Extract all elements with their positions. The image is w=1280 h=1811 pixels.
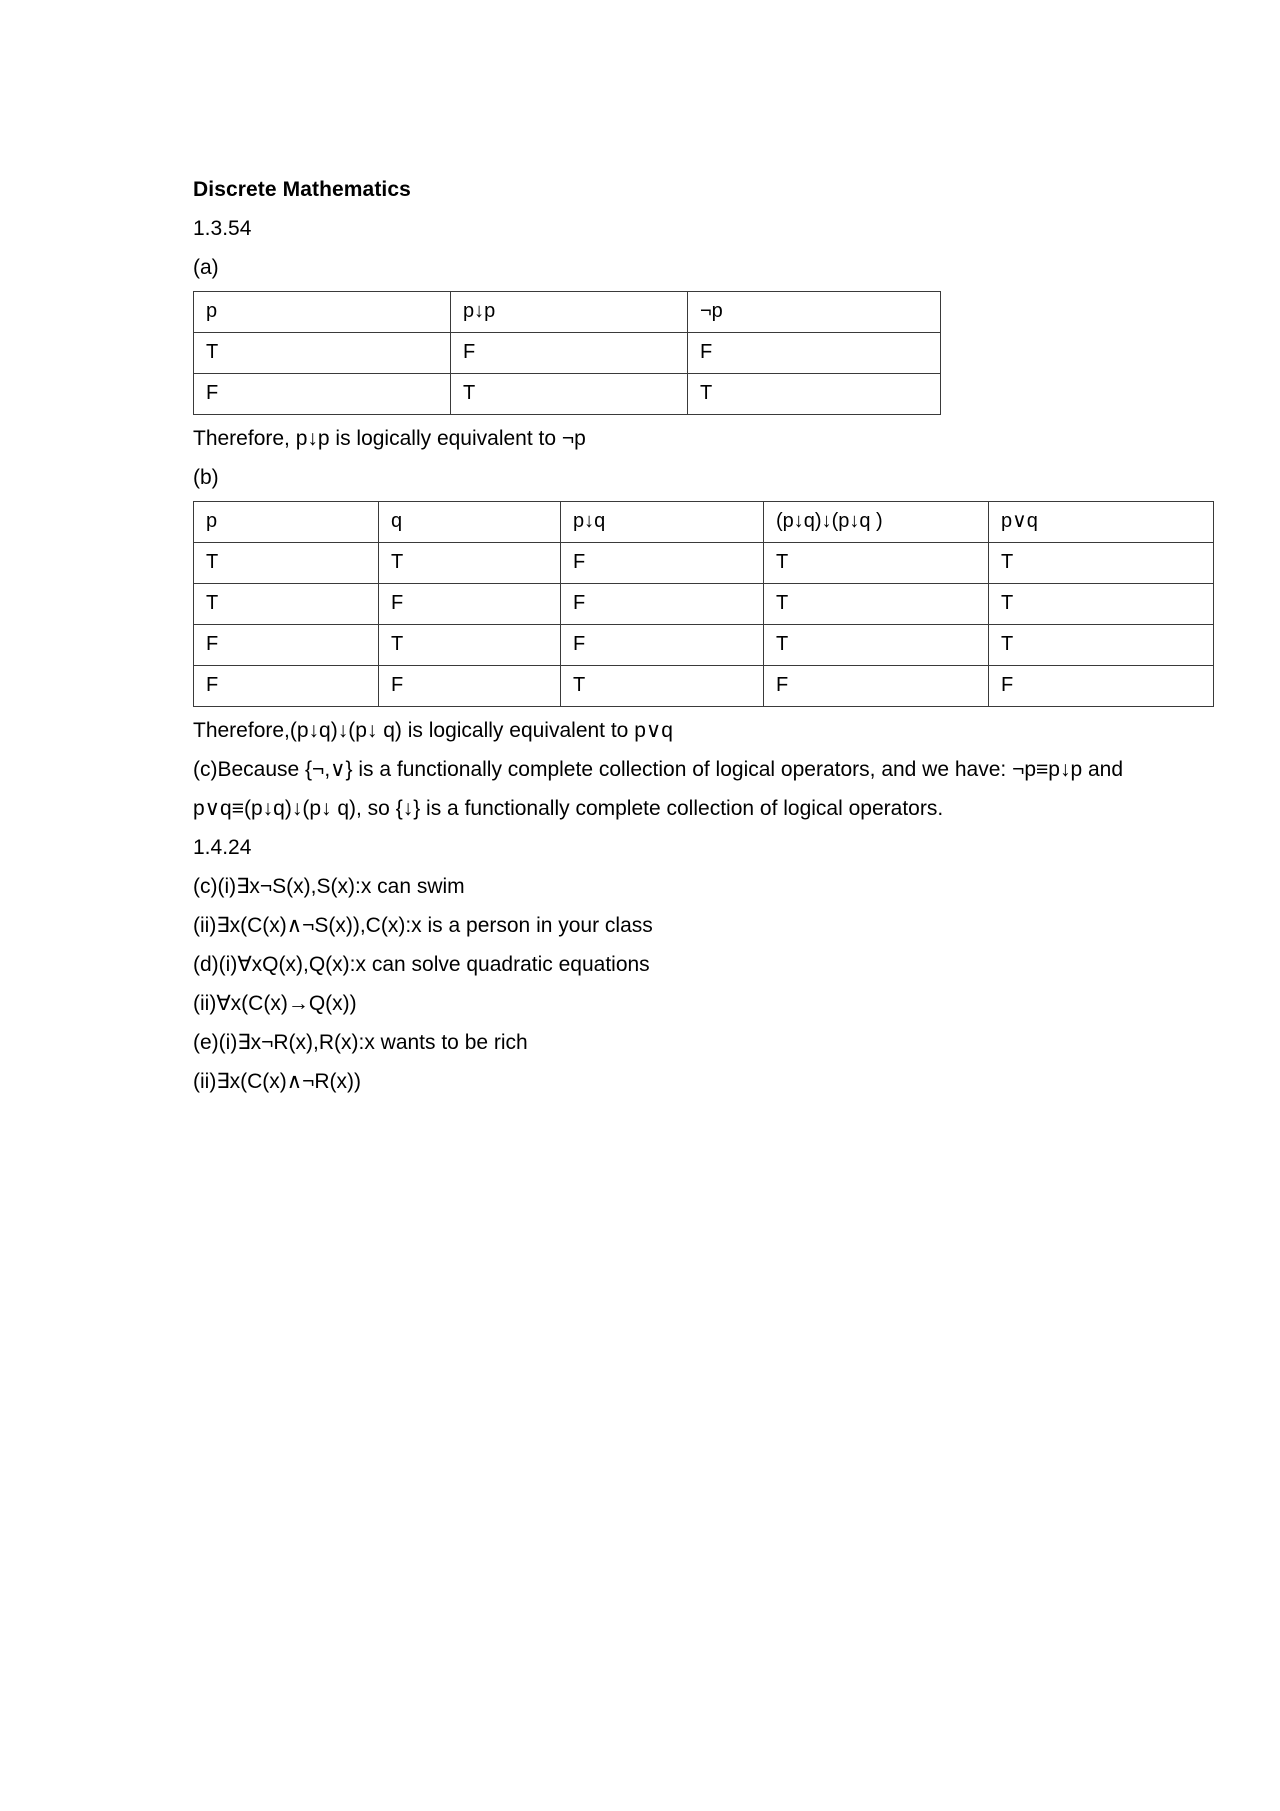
table-row-header <box>194 292 941 333</box>
section-number-1: 1.3.54 <box>193 217 252 240</box>
answer-line-c-i: (c)(i)∃x¬S(x),S(x):x can swim <box>193 875 465 898</box>
answer-line-e-ii: (ii)∃x(C(x)∧¬R(x)) <box>193 1070 362 1093</box>
document-content <box>193 170 1133 1101</box>
table-cell: F <box>194 374 451 415</box>
table-cell: T <box>379 625 561 666</box>
table-cell: T <box>989 584 1214 625</box>
page-title: Discrete Mathematics <box>193 178 411 201</box>
part-b-label: (b) <box>193 466 219 489</box>
table-cell: F <box>561 584 764 625</box>
table-row <box>194 625 1214 666</box>
table-header-cell: ¬p <box>688 292 941 333</box>
table-row <box>194 374 941 415</box>
answer-line-c-ii: (ii)∃x(C(x)∧¬S(x)),C(x):x is a person in your class <box>193 914 653 937</box>
table-header-cell: p∨q <box>989 502 1214 543</box>
table-cell: F <box>561 543 764 584</box>
table-header-cell: p↓q <box>561 502 764 543</box>
table-row-header <box>194 502 1214 543</box>
table-row <box>194 584 1214 625</box>
table-cell: T <box>379 543 561 584</box>
table-row <box>194 666 1214 707</box>
answer-line-e-i: (e)(i)∃x¬R(x),R(x):x wants to be rich <box>193 1031 528 1054</box>
table-cell: F <box>989 666 1214 707</box>
table-cell: F <box>194 666 379 707</box>
table-cell: F <box>194 625 379 666</box>
answer-line-d-ii: (ii)∀x(C(x)→Q(x)) <box>193 992 357 1015</box>
section-number-2: 1.4.24 <box>193 836 252 859</box>
table-cell: T <box>989 543 1214 584</box>
table-header-cell: (p↓q)↓(p↓q ) <box>764 502 989 543</box>
table-cell: F <box>764 666 989 707</box>
table-cell: T <box>194 584 379 625</box>
table-row <box>194 543 1214 584</box>
table-cell: F <box>688 333 941 374</box>
conclusion-b: Therefore,(p↓q)↓(p↓ q) is logically equivalent to p∨q <box>193 719 673 742</box>
table-cell: T <box>764 543 989 584</box>
part-a-label: (a) <box>193 256 219 279</box>
table-cell: F <box>451 333 688 374</box>
table-cell: F <box>379 584 561 625</box>
table-header-cell: q <box>379 502 561 543</box>
table-cell: T <box>764 625 989 666</box>
part-c-paragraph: (c)Because {¬,∨} is a functionally complete collection of logical operators, and we have: ¬p≡p↓p and p∨q≡(p↓q)↓(p↓ q), so {↓} is a functionally complete collection of logical operators. <box>193 758 1123 820</box>
table-cell: F <box>379 666 561 707</box>
table-cell: F <box>561 625 764 666</box>
truth-table-b <box>193 501 1214 707</box>
table-row <box>194 333 941 374</box>
table-cell: T <box>688 374 941 415</box>
table-cell: T <box>764 584 989 625</box>
table-cell: T <box>451 374 688 415</box>
table-header-cell: p↓p <box>451 292 688 333</box>
table-cell: T <box>194 333 451 374</box>
conclusion-a: Therefore, p↓p is logically equivalent to ¬p <box>193 427 586 450</box>
table-cell: T <box>561 666 764 707</box>
table-header-cell: p <box>194 502 379 543</box>
table-cell: T <box>194 543 379 584</box>
truth-table-a <box>193 291 941 415</box>
answer-line-d-i: (d)(i)∀xQ(x),Q(x):x can solve quadratic equations <box>193 953 650 976</box>
table-cell: T <box>989 625 1214 666</box>
table-header-cell: p <box>194 292 451 333</box>
